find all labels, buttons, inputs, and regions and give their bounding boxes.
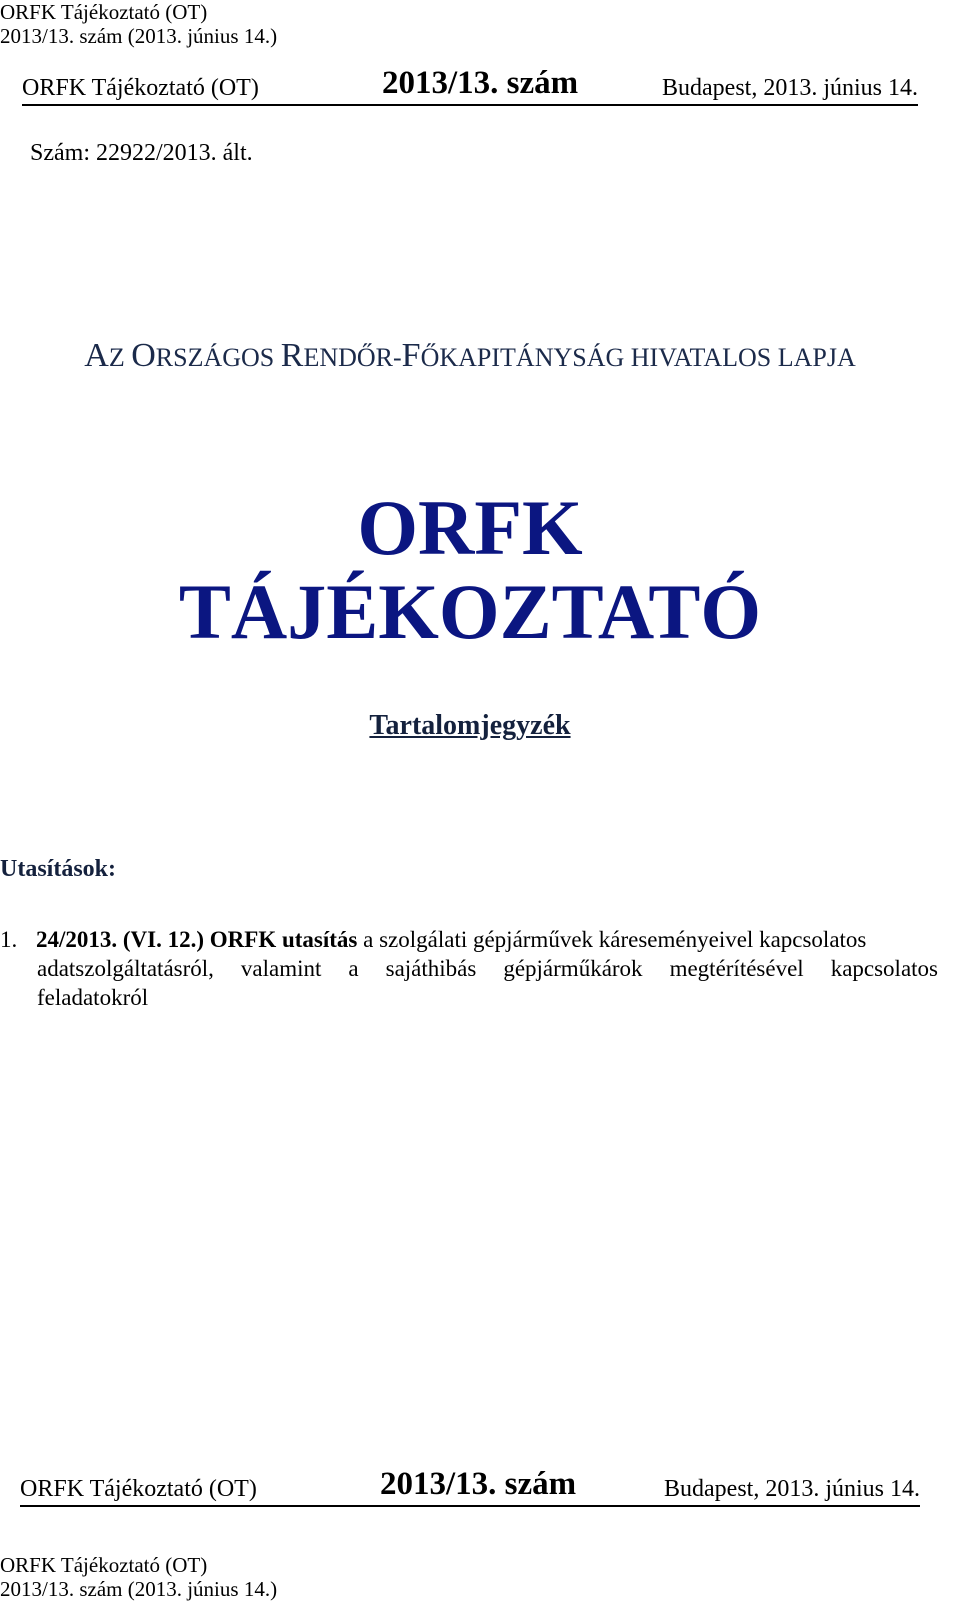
gazette-line [0,337,940,375]
running-header-issue: 2013/13. szám (2013. június 14.) [0,24,278,48]
gazette-cap-c: R [280,337,304,374]
running-header-publication: ORFK Tájékoztató (OT) [0,0,208,24]
toc-item-line-1 [0,925,938,954]
toc-item-title-part-3: feladatokról [37,985,149,1010]
running-footer-publication: ORFK Tájékoztató (OT) [0,1553,208,1577]
masthead-bar [22,66,918,106]
toc-item-title-part-1: a szolgálati gépjárművek káreseményeivel kapcsolatos [357,927,867,952]
gazette-cap-b: O [131,337,156,374]
title-line-2: TÁJÉKOZTATÓ [178,568,762,655]
gazette-cap-d: F [401,337,421,374]
toc-item[interactable] [0,925,938,1012]
running-footer-issue: 2013/13. szám (2013. június 14.) [0,1577,278,1601]
reference-number: Szám: 22922/2013. ált. [30,140,253,166]
gazette-cap-a: A [84,337,109,374]
masthead-issue: 2013/13. szám [382,65,579,101]
running-footer [0,1553,277,1601]
masthead-publication: ORFK Tájékoztató (OT) [22,75,259,101]
toc-item-number: 1. [0,927,18,952]
gazette-text-d: ŐKAPITÁNYSÁG HIVATALOS LAPJA [420,343,856,372]
section-heading: Utasítások: [0,856,117,882]
running-header [0,0,277,48]
gazette-text-b: RSZÁGOS [155,343,281,372]
gazette-text-a: Z [108,343,132,372]
footer-masthead-publication: ORFK Tájékoztató (OT) [20,1476,257,1502]
masthead-place-date: Budapest, 2013. június 14. [662,75,918,101]
footer-masthead-place-date: Budapest, 2013. június 14. [664,1476,920,1502]
toc-item-title-part-2: adatszolgáltatásról, valamint a sajáthibás gépjárműkárok megtérítésével kapcsolatos [37,956,938,981]
gazette-text-c: ENDŐR- [303,343,402,372]
footer-masthead-bar [20,1467,920,1507]
title-line-1: ORFK [357,484,583,571]
toc-item-reference: 24/2013. (VI. 12.) ORFK utasítás [36,927,358,952]
footer-masthead-issue: 2013/13. szám [380,1466,577,1502]
toc-heading: Tartalomjegyzék [369,710,571,741]
